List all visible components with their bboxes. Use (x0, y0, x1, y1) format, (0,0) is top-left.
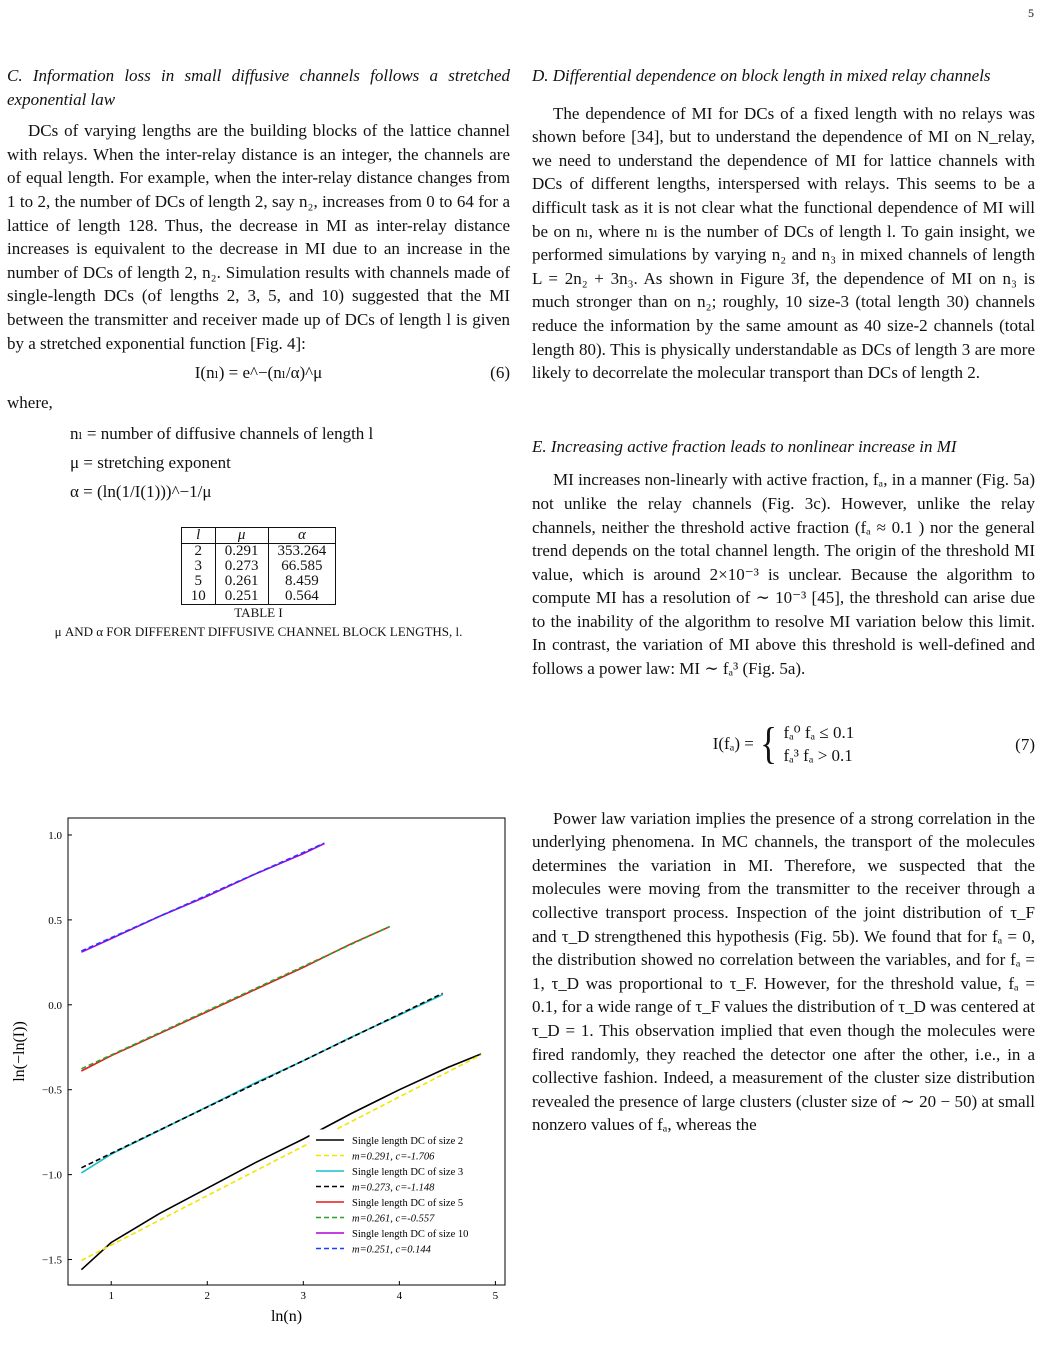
definition-n: nₗ = number of diffusive channels of length l (70, 424, 374, 444)
table-cell: 0.273 (215, 559, 268, 574)
where-label: where, (7, 392, 53, 412)
table-label: TABLE I (234, 605, 283, 621)
right-column (532, 64, 1035, 1137)
y-axis-label: ln(−ln(I)) (11, 1021, 28, 1082)
table-cell: 0.564 (268, 589, 336, 605)
table-cell: 2 (181, 544, 215, 560)
equation-7-case-1: fₐ⁰ fₐ ≤ 0.1 (783, 722, 855, 742)
legend-entry: Single length DC of size 5 (352, 1198, 464, 1209)
y-tick-label: −1.0 (42, 1169, 62, 1182)
equation-7-cases (758, 718, 855, 768)
section-d-title: D. Differential dependence on block length in mixed relay channels (532, 66, 991, 85)
section-e-title: E. Increasing active fraction leads to nonlinear increase in MI (532, 436, 957, 456)
equation-7 (532, 718, 1035, 768)
table-cell: 8.459 (268, 574, 336, 589)
paragraph-c: DCs of varying lengths are the building blocks of the lattice channel with relays. When the inter-relay distance is an integer, the channels are of equal length. For example, when the inter-relay distance changes from 1 to 2, the number of DCs of length 2, say n₂, increases from 0 to 64 for a lattice of length 128. Thus, the decrease in MI as inter-relay distance increases is equivalent to the decrease in MI due to an increase in the number of DCs of length 2, n₂. Simulation results with channels made of single-length DCs (of lengths 2, 3, 5, and 10) suggested that the MI between the transmitter and receiver made up of DCs of length l is given by a stretched exponential function [Fig. 4]: (7, 121, 510, 353)
table-row (181, 589, 336, 605)
table-caption: μ AND α FOR DIFFERENT DIFFUSIVE CHANNEL BLOCK LENGTHS, l. (54, 624, 463, 640)
legend-entry: Single length DC of size 3 (352, 1167, 464, 1178)
stretched-exponential-chart (0, 810, 510, 1330)
table-cell: 66.585 (268, 559, 336, 574)
x-tick-label: 2 (204, 1290, 211, 1302)
table-header: α (268, 528, 336, 544)
legend-entry: Single length DC of size 2 (352, 1136, 464, 1147)
table-header: l (181, 528, 215, 544)
equation-7-case-2: fₐ³ fₐ > 0.1 (783, 745, 853, 765)
y-tick-label: 0.0 (48, 999, 62, 1012)
parameter-table (181, 527, 337, 605)
table-cell: 3 (181, 559, 215, 574)
x-tick-label: 1 (108, 1290, 114, 1302)
table-cell: 0.261 (215, 574, 268, 589)
legend-entry: m=0.261, c=-0.557 (352, 1213, 435, 1225)
table-cell: 5 (181, 574, 215, 589)
x-axis-label: ln(n) (270, 1308, 303, 1325)
paragraph-d: The dependence of MI for DCs of a fixed length with no relays was shown before [34], but to understand the dependence of MI on N_relay, we need to understand the dependence of MI for lattice channels with DCs of different lengths, interspersed with relays. This seems to be a difficult task as it is not clear what the functional dependence of MI will be on nₗ, where nₗ is the number of DCs of length l. To gain insight, we performed simulations by varying n₂ and n₃ in mixed channels of length L = 2n₂ + 3n₃. As shown in Figure 3f, the dependence of MI on n₃ is much stronger than on n₂; roughly, 10 size-3 (total length 30) channels reduce the information by the same amount as 40 size-2 channels (total length 80). This is physically understandable as DCs of length 3 are more likely to decorrelate the molecular transport than DCs of length 2. (532, 103, 1035, 383)
table-row (181, 574, 336, 589)
table-row (181, 559, 336, 574)
y-tick-label: −1.5 (42, 1254, 62, 1267)
x-tick-label: 4 (396, 1290, 403, 1302)
paragraph-f: Power law variation implies the presence of a strong correlation in the underlying phenomena. In MC channels, the transport of the molecules determines the variation in MI. Therefore, we suspected that the molecules were moving from the transmitter to the receiver through a collective transport process. Inspection of the joint distribution of τ_F and τ_D strengthened this hypothesis (Fig. 5b). We found that for fₐ = 0, the distribution showed no correlation between the variables, and for fₐ = 1, τ_D was proportional to τ_F. However, for the threshold value, fₐ = 0.1, for a wide range of τ_F values the distribution of τ_D was centered at τ_D = 1. This observation implied that even though the molecules were fired randomly, they reached the detector one after the other, i.e., in a collective fashion. Indeed, a measurement of the cluster size distribution revealed the presence of large clusters (cluster size of ∼ 20 − 50) at small nonzero values of fₐ, whereas the (532, 808, 1035, 1135)
brace-glyph: { (760, 718, 778, 768)
table-header-row (181, 528, 336, 544)
table-header: μ (215, 528, 268, 544)
equation-6 (7, 361, 510, 385)
definition-mu: μ = stretching exponent (70, 453, 231, 473)
y-tick-label: −0.5 (42, 1084, 62, 1097)
y-tick-label: 1.0 (48, 829, 62, 842)
y-tick-label: 0.5 (48, 914, 62, 927)
table-cell: 353.264 (268, 544, 336, 560)
left-column (7, 64, 510, 640)
table-cell: 0.291 (215, 544, 268, 560)
legend-entry: m=0.273, c=-1.148 (352, 1182, 435, 1194)
definition-list (70, 422, 510, 509)
definition-alpha: α = (ln(1/I(1)))^−1/μ (70, 482, 212, 502)
equation-7-number: (7) (1015, 734, 1035, 754)
equation-7-lhs: I(fₐ) = (712, 733, 754, 753)
table-cell: 10 (181, 589, 215, 605)
legend-entry: m=0.291, c=-1.706 (352, 1151, 435, 1163)
legend-entry: Single length DC of size 10 (352, 1229, 469, 1240)
legend-entry: m=0.251, c=0.144 (352, 1244, 431, 1256)
section-c-title: C. Information loss in small diffusive channels follows a stretched exponential law (7, 66, 510, 109)
x-tick-label: 5 (492, 1290, 499, 1302)
figure-4 (0, 810, 510, 1330)
series-line-6 (81, 927, 389, 1069)
x-tick-label: 3 (300, 1290, 307, 1302)
page-number: 5 (1028, 6, 1034, 20)
equation-6-body: I(nₗ) = e^−(nₗ/α)^μ (194, 363, 323, 383)
table-cell: 0.251 (215, 589, 268, 605)
cases-block (784, 721, 855, 767)
legend-box (310, 1130, 500, 1262)
paragraph-e: MI increases non-linearly with active fraction, fₐ, in a manner (Fig. 5a) not unlike the relay channels (Fig. 3c). However, unlike the relay channels, neither the threshold active fraction (fₐ ≈ 0.1 ) nor the general trend depends on the total channel length. The origin of the threshold MI value, which is around 2×10⁻³ is unclear. Because the algorithm to compute MI has a resolution of ∼ 10⁻³ [45], the threshold can arise due to the inability of the algorithm to resolve MI variation below this limit. In contrast, the variation of MI above this threshold is well-defined and follows a power law: MI ∼ fₐ³ (Fig. 5a). (532, 470, 1035, 679)
table-row (181, 544, 336, 560)
equation-6-number: (6) (490, 363, 510, 383)
